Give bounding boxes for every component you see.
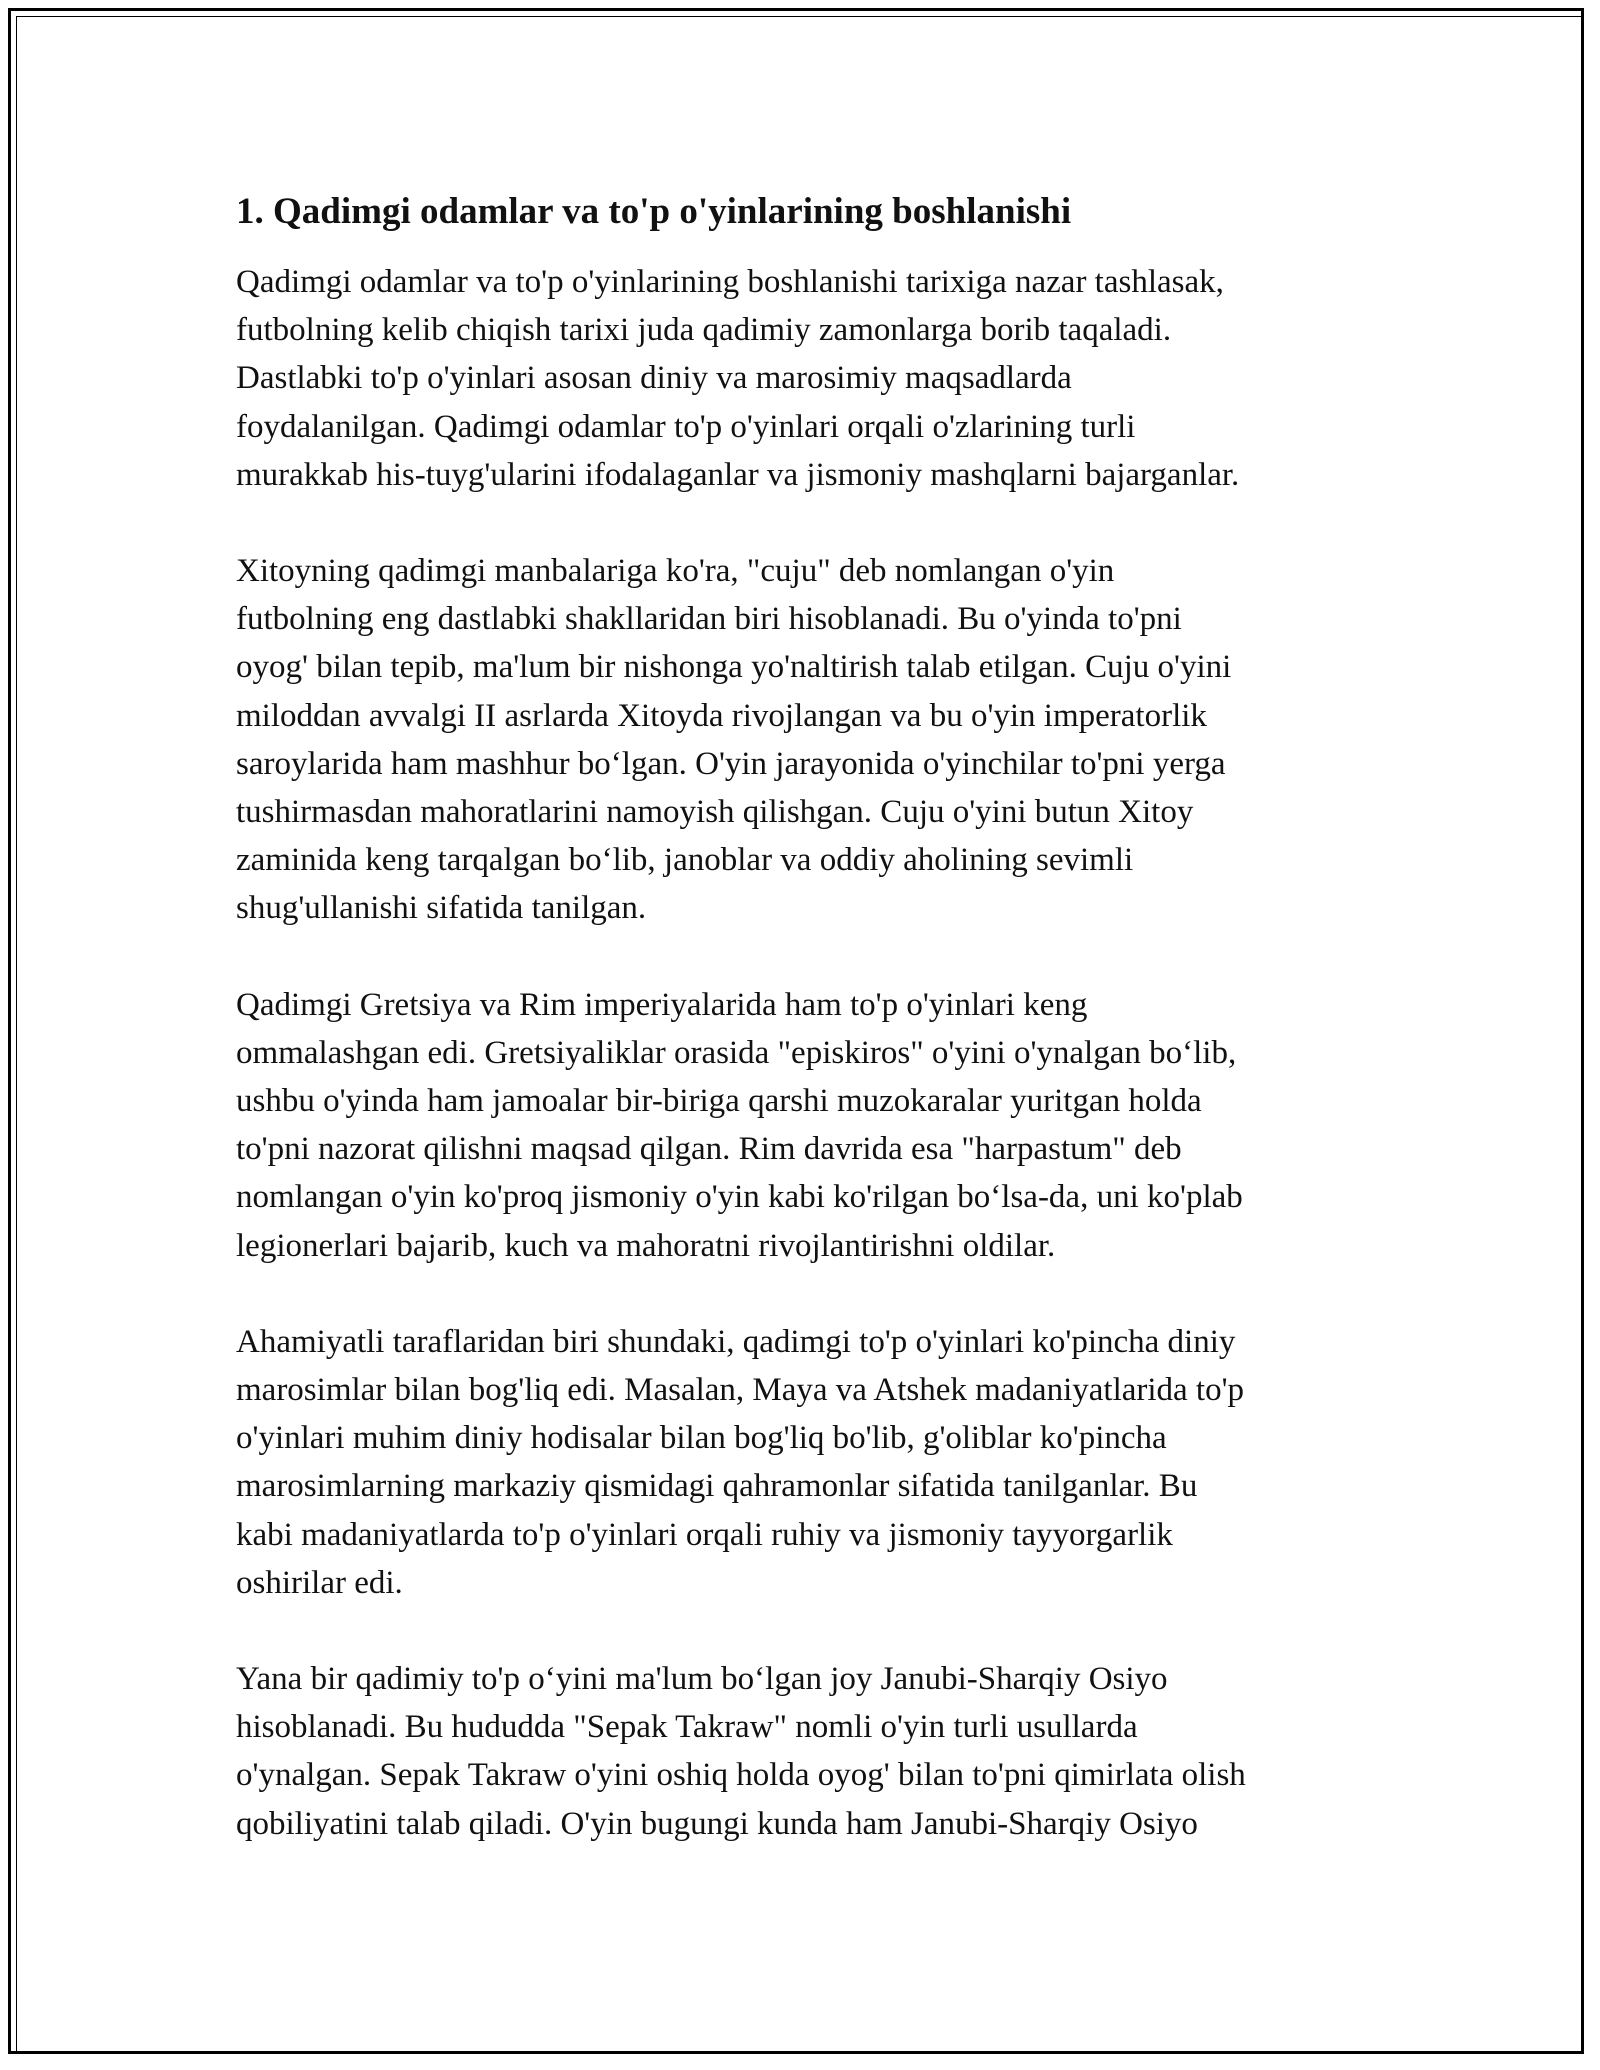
text-line: Dastlabki to'p o'yinlari asosan diniy va marosimiy maqsadlarda (236, 360, 1072, 397)
paragraph-2 (236, 547, 1376, 933)
text-line: Ahamiyatli taraflaridan biri shundaki, qadimgi to'p o'yinlari ko'pincha diniy (236, 1323, 1236, 1360)
text-line: qobiliyatini talab qiladi. O'yin bugungi kunda ham Janubi-Sharqiy Osiyo (236, 1805, 1198, 1842)
text-line: o'yinlari muhim diniy hodisalar bilan bog'liq bo'lib, g'oliblar ko'pincha (236, 1420, 1167, 1457)
text-line: nomlangan o'yin ko'proq jismoniy o'yin kabi ko'rilgan bo‘lsa-da, uni ko'plab (236, 1179, 1243, 1216)
text-line: marosimlarning markaziy qismidagi qahramonlar sifatida tanilganlar. Bu (236, 1468, 1198, 1505)
text-line: saroylarida ham mashhur bo‘lgan. O'yin jarayonida o'yinchilar to'pni yerga (236, 745, 1226, 782)
text-line: foydalanilgan. Qadimgi odamlar to'p o'yinlari orqali o'zlarining turli (236, 408, 1136, 445)
text-line: oshirilar edi. (236, 1564, 403, 1601)
text-line: miloddan avvalgi II asrlarda Xitoyda rivojlangan va bu o'yin imperatorlik (236, 697, 1207, 734)
text-line: shug'ullanishi sifatida tanilgan. (236, 890, 647, 927)
text-line: legionerlari bajarib, kuch va mahoratni rivojlantirishni oldilar. (236, 1227, 1056, 1264)
text-line: Qadimgi Gretsiya va Rim imperiyalarida ham to'p o'yinlari keng (236, 986, 1088, 1023)
text-line: tushirmasdan mahoratlarini namoyish qilishgan. Cuju o'yini butun Xitoy (236, 794, 1194, 831)
text-line: Xitoyning qadimgi manbalariga ko'ra, "cuju" deb nomlangan o'yin (236, 553, 1115, 590)
text-line: o'ynalgan. Sepak Takraw o'yini oshiq holda oyog' bilan to'pni qimirlata olish (236, 1757, 1246, 1794)
text-line: kabi madaniyatlarda to'p o'yinlari orqali ruhiy va jismoniy tayyorgarlik (236, 1516, 1173, 1553)
text-line: marosimlar bilan bog'liq edi. Masalan, Maya va Atshek madaniyatlarida to'p (236, 1372, 1245, 1409)
text-line: ushbu o'yinda ham jamoalar bir-biriga qarshi muzokaralar yuritgan holda (236, 1083, 1202, 1120)
document-body (236, 188, 1376, 1896)
text-line: futbolning eng dastlabki shakllaridan biri hisoblanadi. Bu o'yinda to'pni (236, 601, 1182, 638)
paragraph-5 (236, 1655, 1376, 1848)
text-line: hisoblanadi. Bu hududda "Sepak Takraw" nomli o'yin turli usullarda (236, 1709, 1138, 1746)
paragraph-3 (236, 981, 1376, 1270)
paragraph-4 (236, 1318, 1376, 1607)
text-line: Qadimgi odamlar va to'p o'yinlarining boshlanishi tarixiga nazar tashlasak, (236, 264, 1224, 300)
text-line: murakkab his-tuyg'ularini ifodalaganlar va jismoniy mashqlarni bajarganlar. (236, 456, 1240, 493)
text-line: zaminida keng tarqalgan bo‘lib, janoblar va oddiy aholining sevimli (236, 842, 1134, 879)
text-line: to'pni nazorat qilishni maqsad qilgan. Rim davrida esa "harpastum" deb (236, 1131, 1182, 1168)
text-line: futbolning kelib chiqish tarixi juda qadimiy zamonlarga borib taqaladi. (236, 312, 1172, 349)
text-line: ommalashgan edi. Gretsiyaliklar orasida "episkiros" o'yini o'ynalgan bo‘lib, (236, 1034, 1237, 1071)
section-heading: 1. Qadimgi odamlar va to'p o'yinlarining boshlanishi (236, 191, 1072, 232)
paragraph-1 (236, 258, 1376, 499)
text-line: oyog' bilan tepib, ma'lum bir nishonga yo'naltirish talab etilgan. Cuju o'yini (236, 649, 1232, 686)
text-line: Yana bir qadimiy to'p o‘yini ma'lum bo‘lgan joy Janubi-Sharqiy Osiyo (236, 1661, 1168, 1698)
